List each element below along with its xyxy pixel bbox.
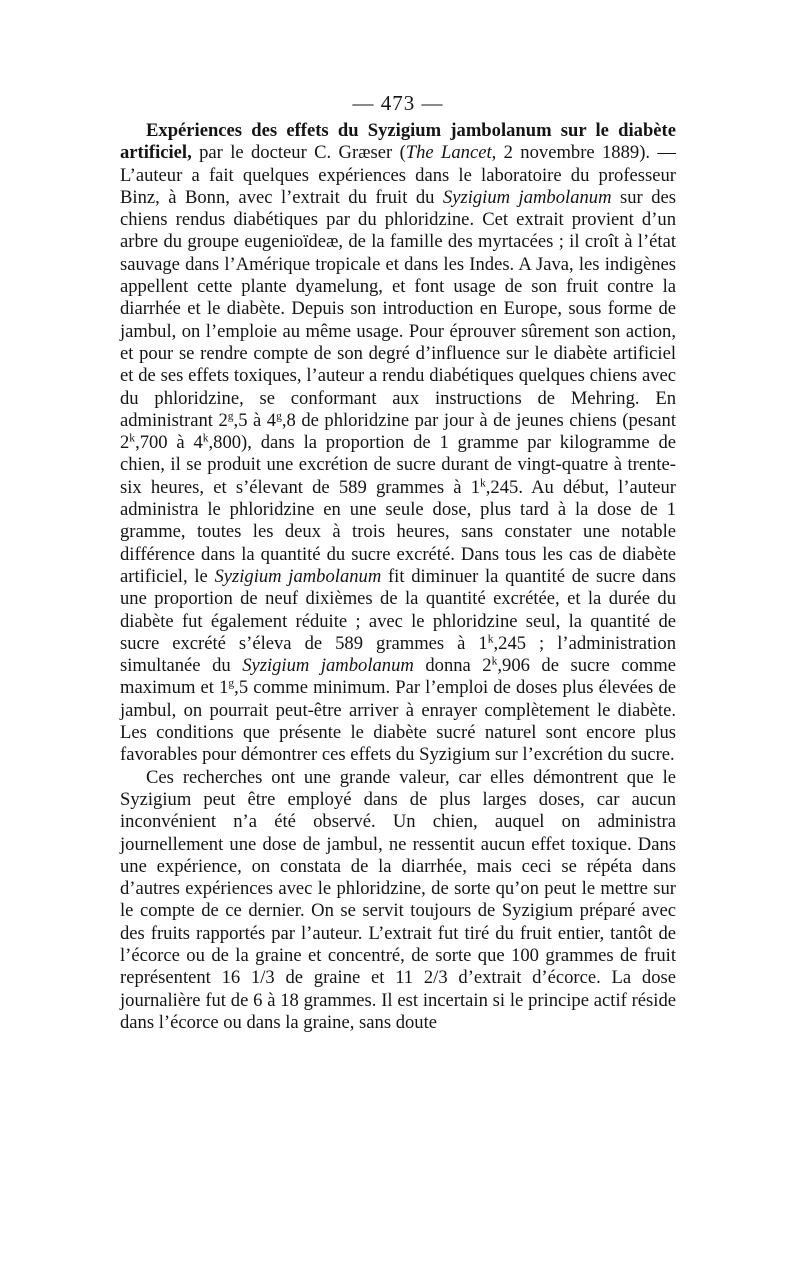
- text-run: sur des chiens rendus diabétiques par du phloridzine. Cet extrait provient d’un arbre du groupe eugenioïdeæ, de la famille des myrtacées ; il croît à l’état sauvage dans l’Amérique tropicale et dans les Indes. A Java, les indigènes appellent cette plante dyamelung, et font usage de son fruit contre la diarrhée et le diabète. Depuis son introduction en Europe, sous forme de jambul, on l’emploie au même usage. Pour éprouver sûrement son action, et pour se rendre compte de son degré d’influence sur le diabète artificiel et de ses effets toxiques, l’auteur a rendu diabétiques quelques chiens avec du phloridzine, se conformant aux instructions de Mehring. En administrant 2: [120, 186, 676, 431]
- unit-superscript: g: [227, 410, 234, 423]
- species-name: Syzigium jambolanum: [442, 186, 612, 208]
- book-page: [120, 88, 676, 1034]
- text-run: ,8 de phloridzine par jour à de jeunes chiens (pesant 2: [120, 409, 676, 454]
- text-run: ,800), dans la proportion de 1 gramme par kilogramme de chien, il se produit une excrétion de sucre durant de vingt-quatre à trente-six heures, et s’élevant de 589 grammes à 1: [120, 432, 676, 498]
- unit-superscript: g: [276, 410, 282, 423]
- text-run: ,5 à 4: [233, 409, 277, 431]
- text-run: fit diminuer la quantité de sucre dans une proportion de neuf dixièmes de la quantité excrétée, et la durée du diabète fut également réduite ; avec le phloridzine seul, la quantité de sucre excrété s’éleva de 589 grammes à 1: [120, 565, 676, 654]
- journal-title: The Lancet: [405, 142, 492, 164]
- text-run: ,700 à 4: [135, 432, 203, 454]
- page-number: — 473 —: [352, 91, 444, 115]
- article-heading: Expériences des effets du Syzigium jambolanum sur le diabète artificiel,: [120, 120, 676, 164]
- unit-superscript: k: [487, 633, 494, 646]
- paragraph-2: Ces recherches ont une grande valeur, car elles démontrent que le Syzigium peut être employé dans de plus larges doses, car aucun inconvénient n’a été observé. Un chien, auquel on administra journellement une dose de jambul, ne ressentit aucun effet toxique. Dans une expérience, on constata de la diarrhée, mais ceci se répéta dans d’autres expériences avec le phloridzine, de sorte qu’on peut le mettre sur le compte de ce dernier. On se servit toujours de Syzigium préparé avec des fruits rapportés par l’auteur. L’extrait fut tiré du fruit entier, tantôt de l’écorce ou de la graine et concentré, de sorte que 100 grammes de fruit représentent 16 1/3 de graine et 11 2/3 d’extrait d’écorce. La dose journalière fut de 6 à 18 grammes. Il est incertain si le principe actif réside dans l’écorce ou dans la graine, sans doute: [120, 766, 676, 1033]
- text-run: par le docteur C. Græser (: [191, 142, 406, 164]
- unit-superscript: k: [491, 655, 498, 668]
- unit-superscript: g: [228, 678, 235, 691]
- unit-superscript: k: [202, 432, 209, 445]
- text-run: ,245. Au début, l’auteur administra le phloridzine en une seule dose, plus tard à la dose de 1 gramme, toutes les deux à trois heures, sans constater une notable différence dans la quantité du sucre excrété. Dans tous les cas de diabète artificiel, le: [120, 476, 676, 587]
- text-run: ,245 ; l’administration simultanée du: [120, 632, 676, 677]
- article-body: [120, 120, 676, 1034]
- text-run: donna 2: [413, 655, 492, 677]
- text-run: ,906 de sucre comme maximum et 1: [120, 655, 676, 699]
- unit-superscript: k: [480, 477, 486, 490]
- species-name: Syzigium jambolanum: [242, 655, 414, 677]
- text-run: ,5 comme minimum. Par l’emploi de doses plus élevées de jambul, on pourrait peut-être arriver à enrayer complètement le diabète. Les conditions que présente le diabète sucré naturel sont encore plus favorables pour démontrer ces effets du Syzigium sur l’excrétion du sucre.: [120, 677, 676, 766]
- paragraph-1: [120, 120, 676, 767]
- unit-superscript: k: [129, 432, 136, 445]
- species-name: Syzigium jambolanum: [214, 565, 382, 587]
- text-run: , 2 novembre 1889). — L’auteur a fait quelques expériences dans le laboratoire du professeur Binz, à Bonn, avec l’extrait du fruit du: [120, 142, 676, 208]
